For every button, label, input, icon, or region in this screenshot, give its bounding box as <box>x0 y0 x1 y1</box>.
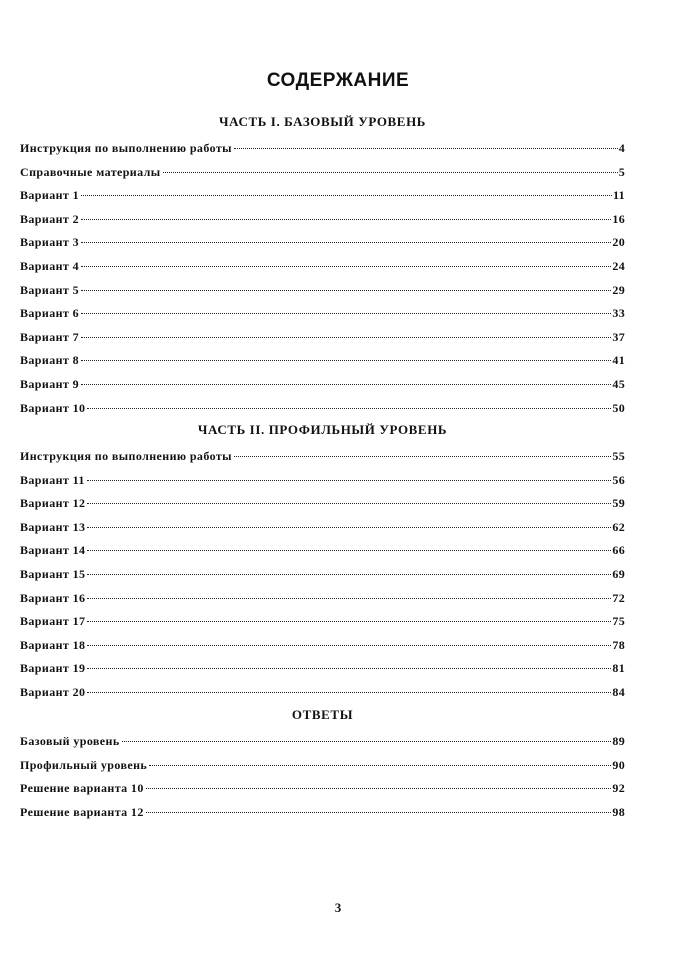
dot-leader <box>81 195 612 196</box>
toc-entry-label: Вариант 6 <box>20 306 80 321</box>
dot-leader <box>149 765 611 766</box>
toc-entry-page: 59 <box>612 496 625 511</box>
dot-leader <box>122 741 612 742</box>
dot-leader <box>81 313 611 314</box>
section-heading: ЧАСТЬ II. ПРОФИЛЬНЫЙ УРОВЕНЬ <box>197 422 448 437</box>
toc-entry-label: Вариант 18 <box>20 637 86 652</box>
toc-entry-page: 29 <box>612 282 625 297</box>
toc-entry-page: 37 <box>612 329 625 344</box>
toc-entry-label: Вариант 7 <box>20 329 80 344</box>
toc-entry-label: Вариант 9 <box>20 376 80 391</box>
dot-leader <box>81 290 611 291</box>
toc-entry-label: Решение варианта 12 <box>20 804 144 819</box>
dot-leader <box>87 408 611 409</box>
toc-entry-label: Справочные материалы <box>20 164 161 179</box>
toc-entry <box>20 326 625 350</box>
toc-entry <box>20 754 625 778</box>
toc-entry <box>20 469 625 493</box>
dot-leader <box>163 172 618 173</box>
toc-entry-label: Вариант 10 <box>20 400 86 415</box>
toc-entry-label: Вариант 11 <box>20 472 85 487</box>
toc-entry-page: 75 <box>612 614 625 629</box>
toc-entry <box>20 492 625 516</box>
toc-entry-label: Вариант 12 <box>20 496 86 511</box>
toc-entry-label: Вариант 19 <box>20 661 86 676</box>
toc-entry <box>20 397 625 421</box>
dot-leader <box>81 360 611 361</box>
toc-entry <box>20 563 625 587</box>
toc-entry <box>20 539 625 563</box>
toc-entry <box>20 610 625 634</box>
dot-leader <box>87 692 611 693</box>
toc-entry-page: 24 <box>612 258 625 273</box>
toc-list <box>20 137 625 420</box>
toc-entry-label: Вариант 15 <box>20 566 86 581</box>
toc-section-answers <box>20 704 625 824</box>
page-title: СОДЕРЖАНИЕ <box>266 70 410 91</box>
dot-leader <box>234 456 612 457</box>
section-heading: ЧАСТЬ I. БАЗОВЫЙ УРОВЕНЬ <box>219 114 426 129</box>
toc-entry <box>20 777 625 801</box>
toc-entry-label: Решение варианта 10 <box>20 781 144 796</box>
toc-entry <box>20 279 625 303</box>
toc-entry-page: 89 <box>612 734 625 748</box>
toc-entry-label: Вариант 1 <box>20 188 80 203</box>
toc-entry <box>20 445 625 469</box>
toc-entry-label: Базовый уровень <box>20 734 120 748</box>
toc-entry <box>20 255 625 279</box>
dot-leader <box>81 384 611 385</box>
toc-entry-page: 98 <box>612 804 625 819</box>
toc-entry <box>20 681 625 705</box>
dot-leader <box>87 668 611 669</box>
toc-entry <box>20 302 625 326</box>
dot-leader <box>87 574 611 575</box>
toc-entry-page: 50 <box>612 400 625 415</box>
toc-entry-page: 84 <box>612 684 625 699</box>
toc-section-part-2 <box>20 419 625 705</box>
toc-entry <box>20 161 625 185</box>
toc-list <box>20 730 625 824</box>
toc-entry-label: Профильный уровень <box>20 757 148 772</box>
dot-leader <box>146 788 612 789</box>
toc-entry-label: Вариант 17 <box>20 614 86 629</box>
dot-leader <box>81 337 611 338</box>
page-number: 3 <box>334 900 342 915</box>
toc-entry-label: Вариант 8 <box>20 353 80 368</box>
toc-entry-page: 55 <box>612 449 625 463</box>
toc-entry <box>20 349 625 373</box>
toc-entry-label: Инструкция по выполнению работы <box>20 449 232 463</box>
toc-entry-page: 81 <box>612 661 625 676</box>
toc-entry <box>20 373 625 397</box>
dot-leader <box>87 621 611 622</box>
dot-leader <box>81 266 611 267</box>
toc-entry <box>20 231 625 255</box>
toc-entry-page: 16 <box>612 211 625 226</box>
toc-entry-page: 56 <box>612 472 625 487</box>
toc-entry-label: Вариант 2 <box>20 211 80 226</box>
dot-leader <box>87 480 612 481</box>
toc-entry <box>20 208 625 232</box>
toc-entry <box>20 516 625 540</box>
toc-entry-label: Инструкция по выполнению работы <box>20 141 232 155</box>
dot-leader <box>81 219 611 220</box>
toc-entry-page: 33 <box>612 306 625 321</box>
toc-entry-label: Вариант 5 <box>20 282 80 297</box>
toc-entry-page: 41 <box>612 353 625 368</box>
toc-entry-page: 92 <box>612 781 625 796</box>
dot-leader <box>87 645 611 646</box>
toc-entry-label: Вариант 4 <box>20 258 80 273</box>
toc-entry-page: 4 <box>618 141 625 155</box>
toc-entry-label: Вариант 16 <box>20 590 86 605</box>
toc-entry-page: 45 <box>612 376 625 391</box>
dot-leader <box>87 527 611 528</box>
toc-entry-label: Вариант 3 <box>20 235 80 250</box>
toc-entry <box>20 730 625 754</box>
toc-list <box>20 445 625 705</box>
toc-entry-label: Вариант 14 <box>20 543 86 558</box>
dot-leader <box>87 550 611 551</box>
toc-entry <box>20 634 625 658</box>
toc-entry <box>20 587 625 611</box>
dot-leader <box>81 242 611 243</box>
toc-section-part-1 <box>20 111 625 420</box>
toc-entry <box>20 801 625 825</box>
toc-entry-page: 69 <box>612 566 625 581</box>
section-heading: ОТВЕТЫ <box>291 707 354 722</box>
toc-entry <box>20 184 625 208</box>
dot-leader <box>87 598 611 599</box>
dot-leader <box>234 148 618 149</box>
toc-entry-label: Вариант 20 <box>20 684 86 699</box>
toc-entry-label: Вариант 13 <box>20 519 86 534</box>
toc-entry-page: 5 <box>618 164 625 179</box>
dot-leader <box>146 812 612 813</box>
toc-entry <box>20 657 625 681</box>
dot-leader <box>87 503 611 504</box>
toc-entry-page: 78 <box>612 637 625 652</box>
toc-entry-page: 90 <box>612 757 625 772</box>
toc-entry-page: 11 <box>613 188 625 203</box>
toc-entry-page: 62 <box>612 519 625 534</box>
toc-entry <box>20 137 625 161</box>
toc-entry-page: 66 <box>612 543 625 558</box>
toc-entry-page: 72 <box>612 590 625 605</box>
toc-entry-page: 20 <box>612 235 625 250</box>
